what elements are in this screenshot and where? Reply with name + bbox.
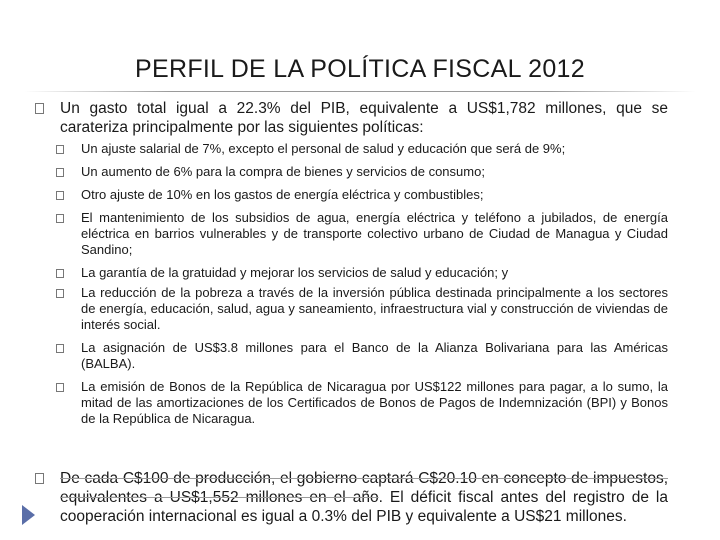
sub-bullet-text: La garantía de la gratuidad y mejorar los servicios de salud y educación; y	[81, 265, 509, 280]
sub-bullet-text: La reducción de la pobreza a través de la inversión pública destinada principalmente a los sectores de energía, educación, salud, agua y saneamiento, infraestructura vial y construcción de viviendas de interés social.	[81, 285, 668, 332]
sub-bullet-text: El mantenimiento de los subsidios de agua, energía eléctrica y teléfono a jubilados, de energía eléctrica en barrios vulnerables y de transporte colectivo urbano de Ciudad de Managua y Ciudad Sandino;	[81, 210, 668, 257]
revenue-text-part2: . El déficit fiscal antes del registro de la cooperación internacional es igual a 0.3% del PIB y equivalente a US$21 millones.	[60, 489, 668, 525]
square-bullet-icon	[56, 214, 64, 223]
revenue-text-part1: De cada C$100 de producción, el gobierno captará C$20.10 en concepto de impuestos, equivalentes a US$1,552 millones en el año	[60, 470, 668, 506]
sub-bullet-text: Un aumento de 6% para la compra de bienes y servicios de consumo;	[81, 164, 485, 179]
square-bullet-icon	[56, 344, 64, 353]
sub-bullet-text: Otro ajuste de 10% en los gastos de energía eléctrica y combustibles;	[81, 187, 484, 202]
sub-bullet-text: La emisión de Bonos de la República de Nicaragua por US$122 millones para pagar, a lo sumo, la mitad de las amortizaciones de los Certificados de Bonos de Pagos de Indemnización (BPI) y Bonos de la República de Nicaragua.	[81, 379, 668, 426]
square-bullet-icon	[56, 269, 64, 278]
title-divider	[24, 91, 696, 92]
slide-title: PERFIL DE LA POLÍTICA FISCAL 2012	[135, 55, 585, 83]
sub-bullet-item	[56, 141, 668, 157]
policy-sub-list	[56, 141, 668, 434]
main-bullet-text: Un gasto total igual a 22.3% del PIB, equivalente a US$1,782 millones, que se carateriza principalmente por las siguientes políticas:	[60, 100, 668, 136]
sub-bullet-text: La asignación de US$3.8 millones para el Banco de la Alianza Bolivariana para las Américas (BALBA).	[81, 340, 668, 371]
sub-bullet-item	[56, 164, 668, 180]
square-bullet-icon	[56, 168, 64, 177]
main-bullet-expenditure	[35, 99, 668, 137]
sub-bullet-item	[56, 379, 668, 427]
square-bullet-icon	[35, 473, 44, 484]
next-arrow-icon	[22, 505, 35, 525]
square-bullet-icon	[56, 191, 64, 200]
square-bullet-icon	[56, 289, 64, 298]
sub-bullet-item	[56, 187, 668, 203]
sub-bullet-item	[56, 265, 668, 281]
square-bullet-icon	[56, 145, 64, 154]
main-bullet-text	[60, 469, 668, 526]
square-bullet-icon	[35, 103, 44, 114]
sub-bullet-item	[56, 340, 668, 372]
sub-bullet-item	[56, 285, 668, 333]
sub-bullet-text: Un ajuste salarial de 7%, excepto el personal de salud y educación que será de 9%;	[81, 141, 566, 156]
square-bullet-icon	[56, 383, 64, 392]
sub-bullet-item	[56, 210, 668, 258]
main-bullet-revenue	[35, 469, 668, 526]
